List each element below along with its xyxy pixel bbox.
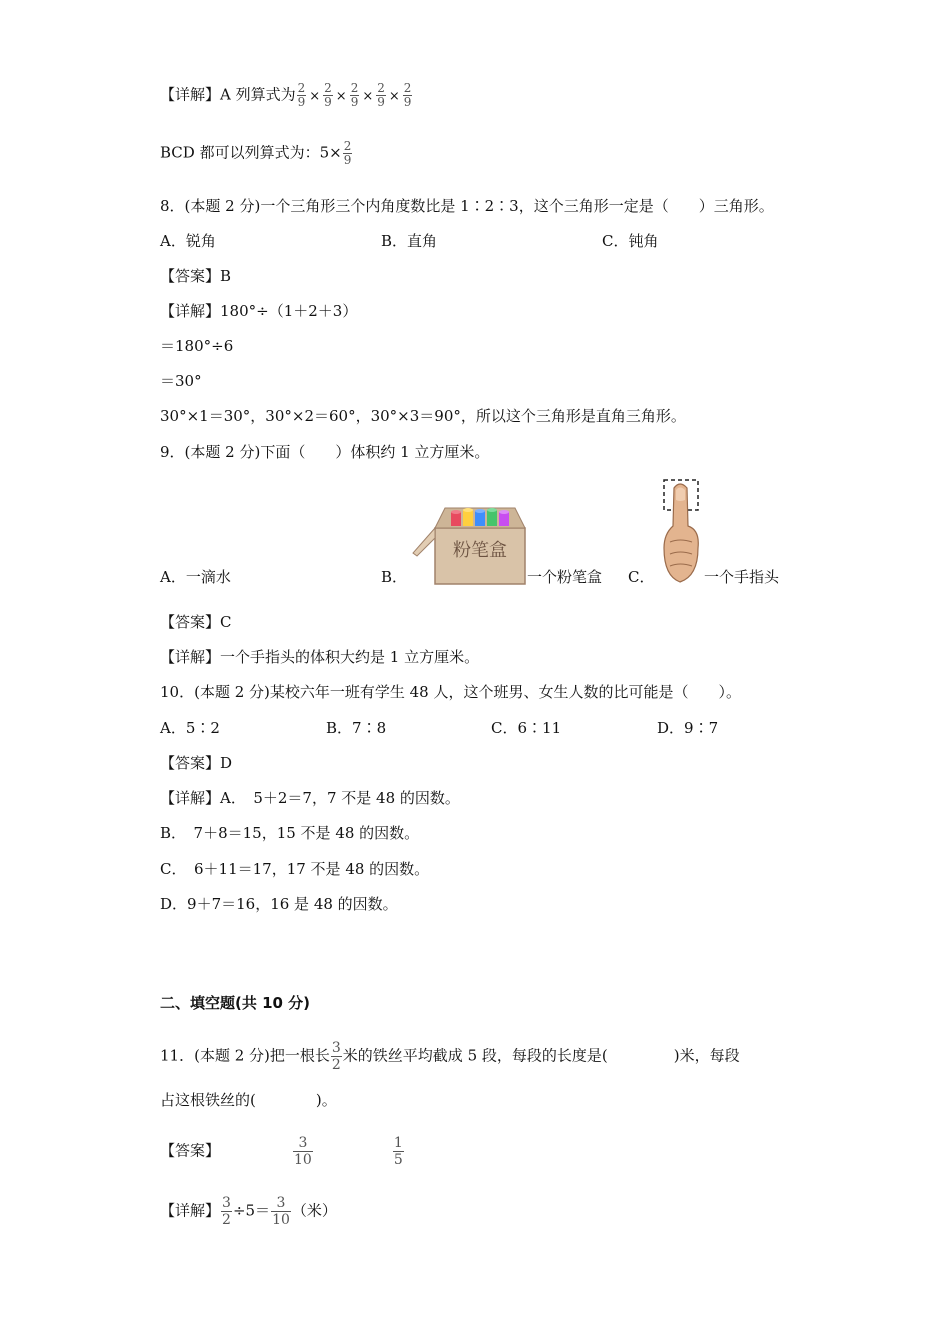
q9-option-a: A．一滴水 (160, 568, 231, 586)
q7-detail-line: 【详解】A 列算式为 $\frac{2}{9}$ × $\frac{2}{9}$ × $\frac{2}{9}$ × $\frac{2}{9}$ × $\frac{2}{9}$ (160, 81, 412, 109)
q7-bcd-line (160, 140, 353, 167)
q7-detail-prefix: 【详解】A 列算式为 (160, 85, 296, 104)
fraction: $\frac{1}{5}$ (393, 1135, 403, 1168)
q10-option-c: C．6∶11 (491, 719, 562, 737)
q9-option-c-label: 一个手指头 (704, 568, 780, 586)
fraction: $\frac{3}{2}$ (331, 1040, 341, 1073)
q8-option-c: C．钝角 (602, 232, 659, 250)
fraction: $\frac{3}{10}$ (294, 1135, 312, 1168)
q11-question-line1: 11．(本题 2 分)把一根长 $\frac{3}{2}$ 米的铁丝平均截成 5 段，每段的长度是( )米，每段 (160, 1040, 740, 1073)
fraction: $\frac{2}{9}$ (324, 81, 332, 109)
q8-detail-2: ＝180°÷6 (160, 337, 234, 355)
q11-answer: 【答案】 $\frac{3}{10}$ $\frac{1}{5}$ (160, 1135, 403, 1168)
fraction: $\frac{2}{9}$ (377, 81, 385, 109)
q10-detail-1: 【详解】A． 5＋2＝7，7 不是 48 的因数。 (160, 789, 460, 807)
q10-detail-2: B． 7＋8＝15，15 不是 48 的因数。 (160, 824, 420, 842)
q10-answer: 【答案】D (160, 754, 233, 772)
q9-option-b-label: 一个粉笔盒 (527, 568, 603, 586)
q8-detail-1: 【详解】180°÷（1＋2＋3） (160, 302, 358, 320)
chalk-box-label: 粉笔盒 (453, 540, 507, 561)
q7-bcd-prefix: BCD 都可以列算式为：5× (160, 143, 342, 162)
fraction: $\frac{2}{9}$ (350, 81, 359, 109)
q10-detail-3: C． 6＋11＝17，17 不是 48 的因数。 (160, 860, 430, 878)
thumb-image (660, 478, 702, 586)
fraction: $\frac{3}{10}$ (272, 1195, 290, 1228)
q10-option-d: D．9∶7 (657, 719, 719, 737)
fraction: $\frac{3}{2}$ (222, 1195, 231, 1228)
q10-detail-4: D．9＋7＝16，16 是 48 的因数。 (160, 895, 398, 913)
q11-question-line2: 占这根铁丝的( )。 (160, 1091, 337, 1109)
q11-detail: 【详解】 $\frac{3}{2}$ ÷5＝ $\frac{3}{10}$ （米） (160, 1195, 337, 1228)
fraction: $\frac{2}{9}$ (297, 81, 306, 109)
q9-answer: 【答案】C (160, 613, 232, 631)
q8-detail-4: 30°×1＝30°，30°×2＝60°，30°×3＝90°，所以这个三角形是直角三角形。 (160, 407, 686, 425)
section-heading: 二、填空题(共 10 分) (160, 994, 311, 1012)
q10-question: 10．(本题 2 分)某校六年一班有学生 48 人，这个班男、女生人数的比可能是（ ）。 (160, 683, 741, 701)
chalk-box-image (405, 498, 527, 586)
q9-option-c-prefix: C． (628, 568, 655, 586)
q9-question: 9．(本题 2 分)下面（ ）体积约 1 立方厘米。 (160, 443, 490, 461)
q10-option-a: A．5∶2 (160, 719, 220, 737)
q8-question: 8．(本题 2 分)一个三角形三个内角度数比是 1∶2∶3，这个三角形一定是（ ）三角形。 (160, 197, 774, 215)
fraction: $\frac{2}{9}$ (343, 139, 352, 167)
q8-option-a: A．锐角 (160, 232, 216, 250)
q10-option-b: B．7∶8 (326, 719, 387, 737)
q9-option-b-prefix: B． (381, 568, 408, 586)
q9-detail: 【详解】一个手指头的体积大约是 1 立方厘米。 (160, 648, 480, 666)
fraction: $\frac{2}{9}$ (403, 81, 412, 109)
q8-option-b: B．直角 (381, 232, 438, 250)
q8-answer: 【答案】B (160, 267, 232, 285)
q8-detail-3: ＝30° (160, 372, 202, 390)
